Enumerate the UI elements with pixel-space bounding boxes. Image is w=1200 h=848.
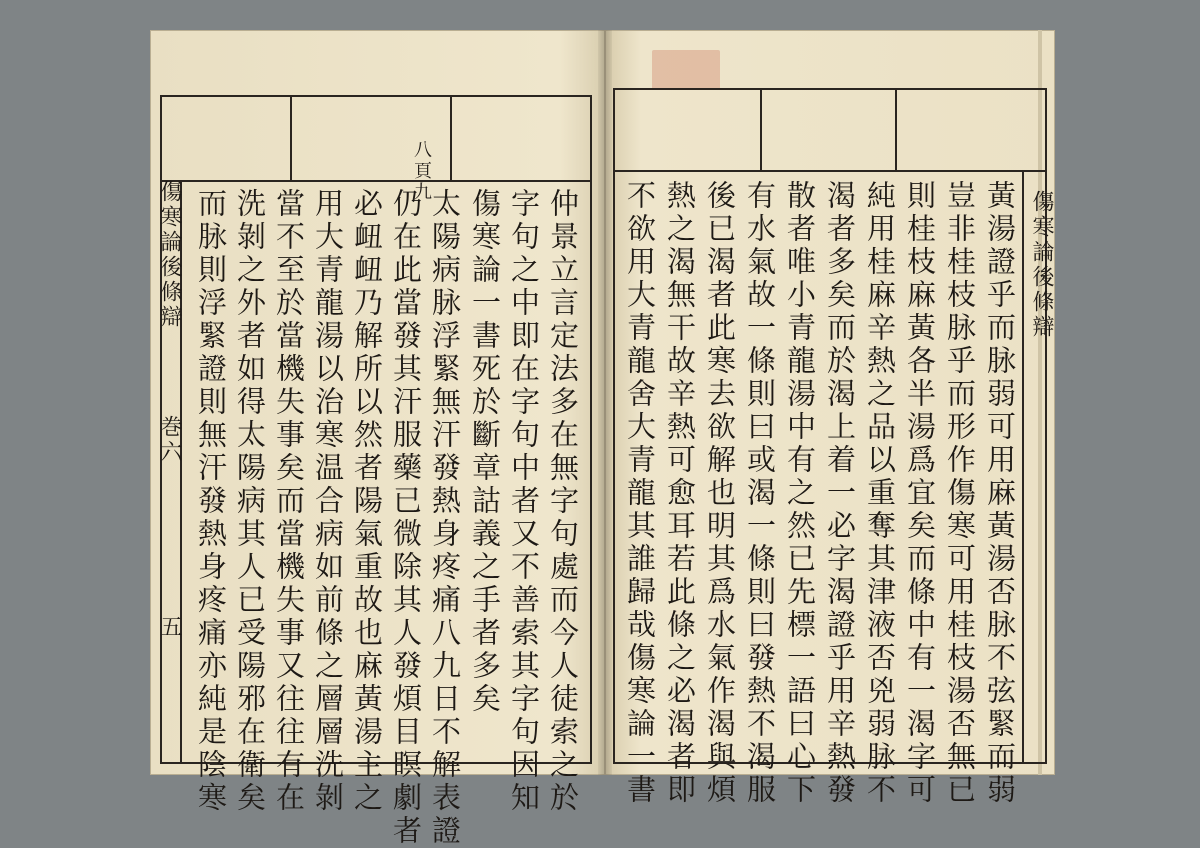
text-column: 則桂枝麻黃各半湯爲宜矣而條中有一渴字可 xyxy=(903,180,937,807)
right-margin-title: 傷寒論後條辯 xyxy=(1029,190,1054,340)
collection-seal xyxy=(652,50,720,90)
text-column: 散者唯小青龍湯中有之然已先標一語曰心下 xyxy=(783,180,817,807)
right-header-rule xyxy=(613,170,1045,172)
volume-label: 巻六 xyxy=(157,415,182,465)
right-header-divider xyxy=(895,88,897,172)
right-margin-rule xyxy=(1022,170,1024,762)
right-header-divider xyxy=(760,88,762,172)
left-header-divider xyxy=(450,95,452,181)
right-text-block xyxy=(618,180,1022,807)
left-text-block xyxy=(185,188,585,848)
text-column: 洗剝之外者如得太陽病其人已受陽邪在衛矣 xyxy=(233,188,267,815)
text-column: 而脉則浮緊證則無汗發熱身疼痛亦純是陰寒 xyxy=(194,188,228,815)
text-column: 黃湯證乎而脉弱可用麻黃湯否脉不弦緊而弱 xyxy=(983,180,1017,807)
folio-number: 五 xyxy=(157,615,182,640)
text-column: 用大青龍湯以治寒温合病如前條之層層洗剝 xyxy=(311,188,345,815)
text-column: 當不至於當機失事矣而當機失事又往往有在 xyxy=(272,188,306,815)
left-header-divider xyxy=(290,95,292,181)
book-gutter xyxy=(598,30,612,775)
text-column: 仍在此當發其汗服藥已微除其人發煩目瞑劇者 xyxy=(389,188,423,848)
book-spread xyxy=(150,30,1055,848)
text-column: 熱之渴無干故辛熱可愈耳若此條之必渴者即 xyxy=(663,180,697,807)
text-column: 有水氣故一條則曰或渴一條則曰發熱不渴服 xyxy=(743,180,777,807)
text-column: 太陽病脉浮緊無汗發熱身疼痛八九日不解表證 xyxy=(428,188,462,848)
left-header-rule xyxy=(160,180,590,182)
left-margin-title: 傷寒論後條辯 xyxy=(157,180,182,330)
text-column: 純用桂麻辛熱之品以重奪其津液否兇弱脉不 xyxy=(863,180,897,807)
text-column: 豈非桂枝脉乎而形作傷寒可用桂枝湯否無已 xyxy=(943,180,977,807)
text-column: 字句之中即在字句中者又不善索其字句因知 xyxy=(507,188,541,815)
text-column: 傷寒論一書死於斷章詁義之手者多矣 xyxy=(468,188,502,716)
text-column: 渴者多矣而於渴上着一必字渴證乎用辛熱發 xyxy=(823,180,857,807)
text-column: 必衄衄乃解所以然者陽氣重故也麻黃湯主之 xyxy=(350,188,384,815)
page-reference: 八頁九 xyxy=(411,140,432,203)
text-column: 後已渴者此寒去欲解也明其爲水氣作渴與煩 xyxy=(703,180,737,807)
text-column: 仲景立言定法多在無字句處而今人徒索之於 xyxy=(546,188,580,815)
text-column: 不欲用大青龍舍大青龍其誰歸哉傷寒論一書 xyxy=(623,180,657,807)
